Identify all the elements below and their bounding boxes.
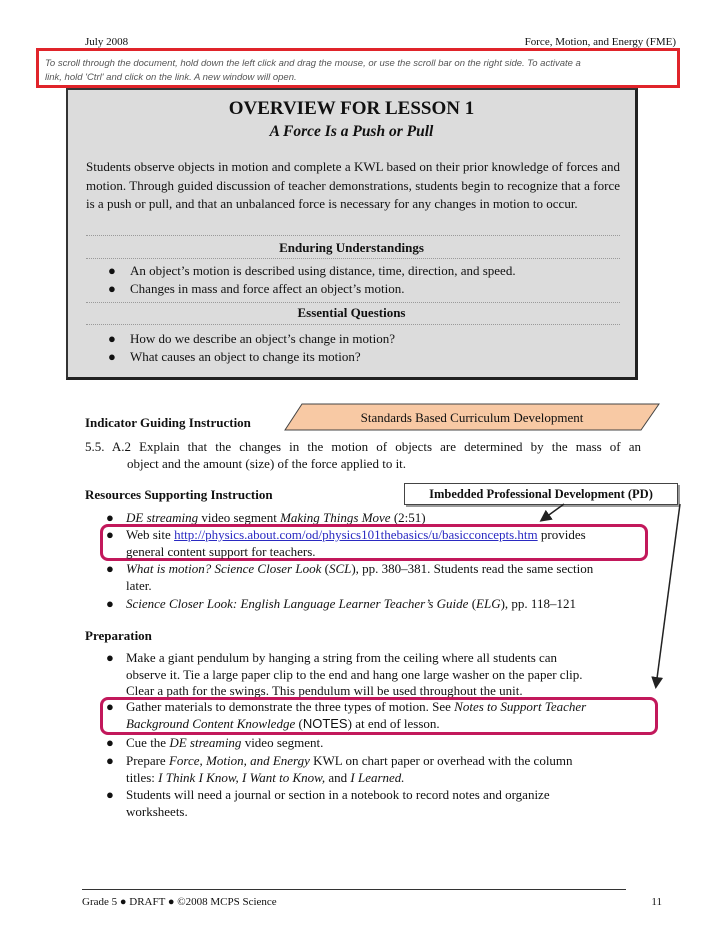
bullet-icon: ●: [108, 281, 116, 296]
divider: [86, 302, 620, 303]
bullet-icon: ●: [106, 735, 114, 750]
lesson-overview-box: [66, 88, 638, 380]
divider: [86, 235, 620, 236]
bullet-icon: ●: [108, 349, 116, 364]
bullet-icon: ●: [106, 561, 114, 576]
standards-callout: Standards Based Curriculum Development: [360, 410, 584, 425]
list-item: ● How do we describe an object’s change in motion?: [108, 331, 395, 346]
prep-item-kwl: ● Prepare Force, Motion, and Energy KWL on chart paper or overhead with the column titles: I Think I Know, I Want to Know, and I Learned.: [106, 753, 573, 785]
indicator-line-1: 5.5. A.2 Explain that the changes in the motion of objects are determined by the mass of an: [85, 439, 641, 454]
resources-heading: Resources Supporting Instruction: [85, 487, 273, 502]
header-unit-title: Force, Motion, and Energy (FME): [524, 36, 676, 48]
resource-item-video: ● DE streaming video segment Making Things Move (2:51): [106, 510, 426, 525]
bullet-icon: ●: [108, 331, 116, 346]
physics-website-link[interactable]: http://physics.about.com/od/physics101thebasics/u/basicconcepts.htm: [174, 527, 538, 542]
bullet-icon: ●: [108, 263, 116, 278]
notice-line-1: To scroll through the document, hold down the left click and drag the mouse, or use the scroll bar on the right side. To activate a: [45, 58, 581, 69]
notes-reference: NOTES: [302, 715, 348, 731]
footer-text: Grade 5 ● DRAFT ● ©2008 MCPS Science: [82, 896, 277, 908]
indicator-line-2: object and the amount (size) of the force applied to it.: [127, 456, 407, 471]
page-number: 11: [651, 896, 662, 908]
bullet-icon: ●: [106, 753, 114, 768]
divider: [86, 258, 620, 259]
enduring-understandings-heading: Enduring Understandings: [279, 240, 424, 255]
list-item: ● An object’s motion is described using distance, time, direction, and speed.: [108, 263, 516, 278]
overview-subtitle: A Force Is a Push or Pull: [269, 123, 434, 140]
prep-item-pendulum: ● Make a giant pendulum by hanging a string from the ceiling where all students can observe it. Tie a large paper clip to the end and hang one large washer on the paper clip. Clear a path for the swings. This pendulum will be used throughout the unit.: [106, 650, 583, 698]
pd-callout: Imbedded Professional Development (PD): [404, 483, 678, 505]
indicator-heading: Indicator Guiding Instruction: [85, 415, 251, 430]
prep-item-materials: ● Gather materials to demonstrate the three types of motion. See Notes to Support Teacher Background Content Knowledge (NOTES) at end of lesson.: [106, 699, 587, 731]
footer-rule: [82, 889, 626, 890]
notice-line-2: link, hold 'Ctrl' and click on the link. A new window will open.: [45, 72, 297, 83]
prep-item-journal: ● Students will need a journal or section in a notebook to record notes and organize worksheets.: [106, 787, 550, 819]
divider: [86, 324, 620, 325]
bullet-icon: ●: [106, 699, 114, 714]
resource-item-scl: ● What is motion? Science Closer Look (SCL), pp. 380–381. Students read the same section later.: [106, 561, 594, 593]
resource-item-website: ● Web site http://physics.about.com/od/physics101thebasics/u/basicconcepts.htm provides general content support for teachers.: [106, 527, 586, 559]
overview-summary: Students observe objects in motion and complete a KWL based on their prior knowledge of forces and motion. Through guided discussion of teacher demonstrations, students begin to recognize that a force is a push or pull, and that an unbalanced force is necessary for any changes in motion to occur.: [86, 159, 620, 211]
bullet-icon: ●: [106, 596, 114, 611]
overview-title: OVERVIEW FOR LESSON 1: [228, 98, 475, 119]
essential-questions-heading: Essential Questions: [297, 305, 406, 320]
header-date: July 2008: [85, 36, 129, 48]
bullet-icon: ●: [106, 787, 114, 802]
navigation-notice: [36, 48, 680, 88]
list-item: ● What causes an object to change its motion?: [108, 349, 361, 364]
preparation-heading: Preparation: [85, 628, 152, 643]
bullet-icon: ●: [106, 510, 114, 525]
resource-item-elg: ● Science Closer Look: English Language Learner Teacher’s Guide (ELG), pp. 118–121: [106, 596, 576, 611]
list-item: ● Changes in mass and force affect an object’s motion.: [108, 281, 405, 296]
bullet-icon: ●: [106, 650, 114, 665]
prep-item-cue-video: ● Cue the DE streaming video segment.: [106, 735, 324, 750]
bullet-icon: ●: [106, 527, 114, 542]
